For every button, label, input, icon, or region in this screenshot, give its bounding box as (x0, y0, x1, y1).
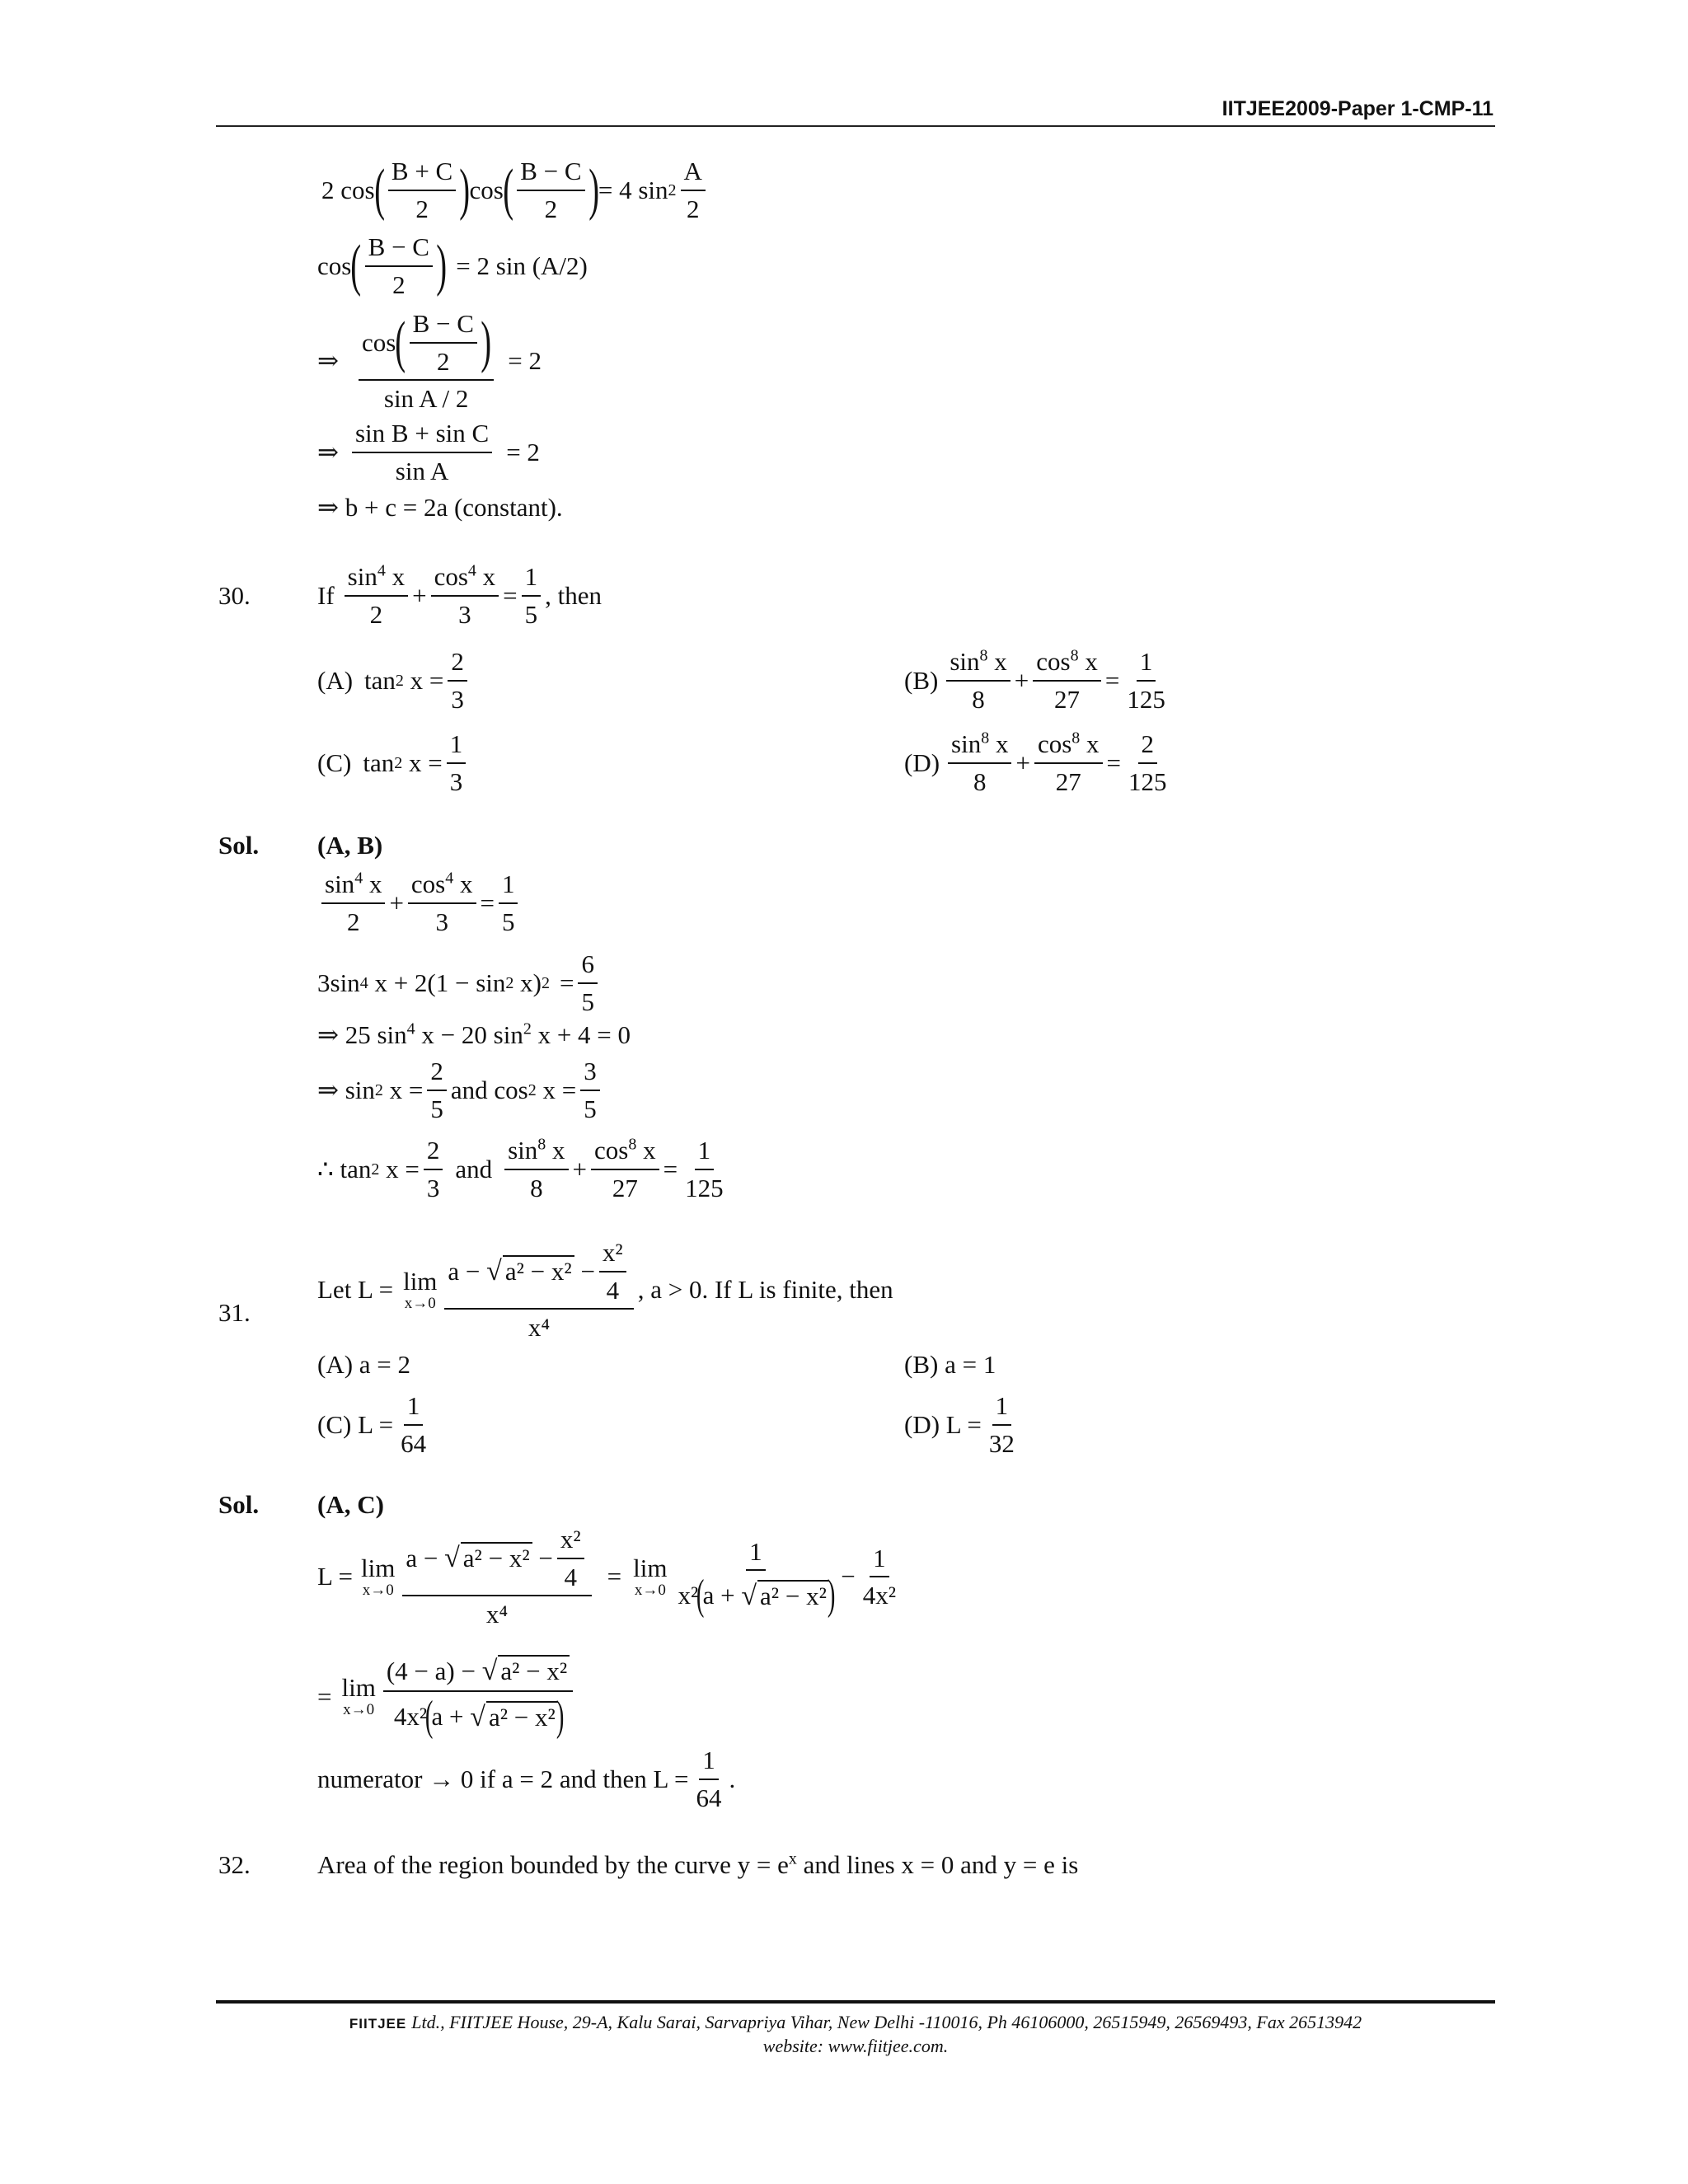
question-31-option-c: (C) L = $\frac{1}{64}$ (317, 1391, 427, 1458)
header-rule (216, 125, 1495, 127)
footer-website: website: www.fiitjee.com. (762, 2036, 949, 2056)
question-30-option-b: (B) $\frac{\sin^8 x}{8}$ + $\frac{\cos^8 x}{27}$ = $\frac{1}{125}$ (904, 646, 1165, 714)
prev-line-3: ⇒ cos ( $\frac{B - C}{2}$ ) sin A / 2 = 2 (317, 309, 542, 414)
question-30-option-d: (D) $\frac{\sin^8 x}{8}$ + $\frac{\cos^8 x}{27}$ = $\frac{2}{125}$ (904, 729, 1167, 796)
solution-31-line-2: = lim x→0 (4 − a) − √ a² − x² 4x² ( a + √ a² − x² ) (317, 1655, 577, 1738)
solution-31-line-1: L = lim x→0 a − √ a² − x² − $\frac{\text{x²}}{4}$ x⁴ = lim x→0 1 x² ( a + √ a² − x² ) − $\frac{1}{\text{4x²}}$ (317, 1525, 896, 1629)
prev-line-5: ⇒ b + c = 2a (constant). (317, 493, 563, 522)
prev-line-2: cos ( $\frac{B - C}{2}$ ) = 2 sin (A/2) (317, 232, 588, 299)
question-30-stem: If $\frac{\sin^4 x}{2}$ + $\frac{\cos^4 x}{3}$ = $\frac{1}{5}$ , then (317, 561, 603, 629)
prev-line-4: ⇒ $\frac{\text{sin B + sin C}}{\text{sin A}}$ = 2 (317, 419, 540, 485)
page-header-title: IITJEE2009-Paper 1-CMP-11 (1221, 97, 1493, 120)
prev-line-1: 2 cos ( $\frac{B + C}{2}$ ) cos ( $\frac{B - C}{2}$ ) = 4 sin 2 $\frac{A}{2}$ (321, 157, 710, 223)
solution-31-answer: (A, C) (317, 1490, 384, 1519)
solution-30-line-1: $\frac{\sin^4 x}{2}$ + $\frac{\cos^4 x}{3}$ = $\frac{1}{5}$ (317, 869, 522, 936)
solution-31-label: Sol. (218, 1490, 260, 1519)
question-30-option-c: (C) tan 2 x = $\frac{1}{3}$ (317, 729, 470, 796)
footer-rule (216, 2000, 1495, 2004)
question-31-option-a: (A) a = 2 (317, 1350, 411, 1379)
question-31-option-b: (B) a = 1 (904, 1350, 996, 1379)
question-30-number: 30. (218, 581, 251, 610)
question-31-stem: Let L = lim x→0 a − √ a² − x² − $\frac{\text{x²}}{4}$ x⁴ , a > 0. If L is finite, then (317, 1238, 893, 1343)
solution-30-line-4: ⇒ sin 2 x = $\frac{2}{5}$ and cos 2 x = $\frac{3}{5}$ (317, 1057, 604, 1123)
footer-address: FIITJEE Ltd., FIITJEE House, 29-A, Kalu Sarai, Sarvapriya Vihar, New Delhi -110016, Ph 46106000, 26515949, 26569493, Fax 26513942 (349, 2012, 1362, 2032)
solution-30-line-2: 3sin 4 x + 2(1 − sin 2 x) 2 = $\frac{6}{5}$ (317, 949, 602, 1016)
solution-30-line-3: ⇒ 25 $\sin^4 x - 20$ $\sin^2 x + 4 = 0$ (317, 1019, 631, 1049)
solution-30-line-5: ∴ tan 2 x = $\frac{2}{3}$ and $\frac{\sin^8 x}{8}$ + $\frac{\cos^8 x}{27}$ = $\frac{1}{125}$ (317, 1135, 724, 1202)
solution-30-label: Sol. (218, 831, 260, 860)
question-32-text: Area of the region bounded by the curve $y = e^x$ and lines x = 0 and y = e is (317, 1849, 1079, 1879)
question-30-option-a: (A) tan 2 x = $\frac{2}{3}$ (317, 647, 471, 714)
solution-30-answer: (A, B) (317, 831, 383, 860)
fiitjee-logo: FIITJEE (349, 2016, 407, 2032)
question-31-option-d: (D) L = $\frac{1}{32}$ (904, 1391, 1015, 1458)
question-31-number: 31. (218, 1298, 251, 1327)
question-32-number: 32. (218, 1850, 251, 1879)
solution-31-line-3: numerator → 0 if a = 2 and then L = $\frac{1}{64}$ . (317, 1746, 736, 1812)
